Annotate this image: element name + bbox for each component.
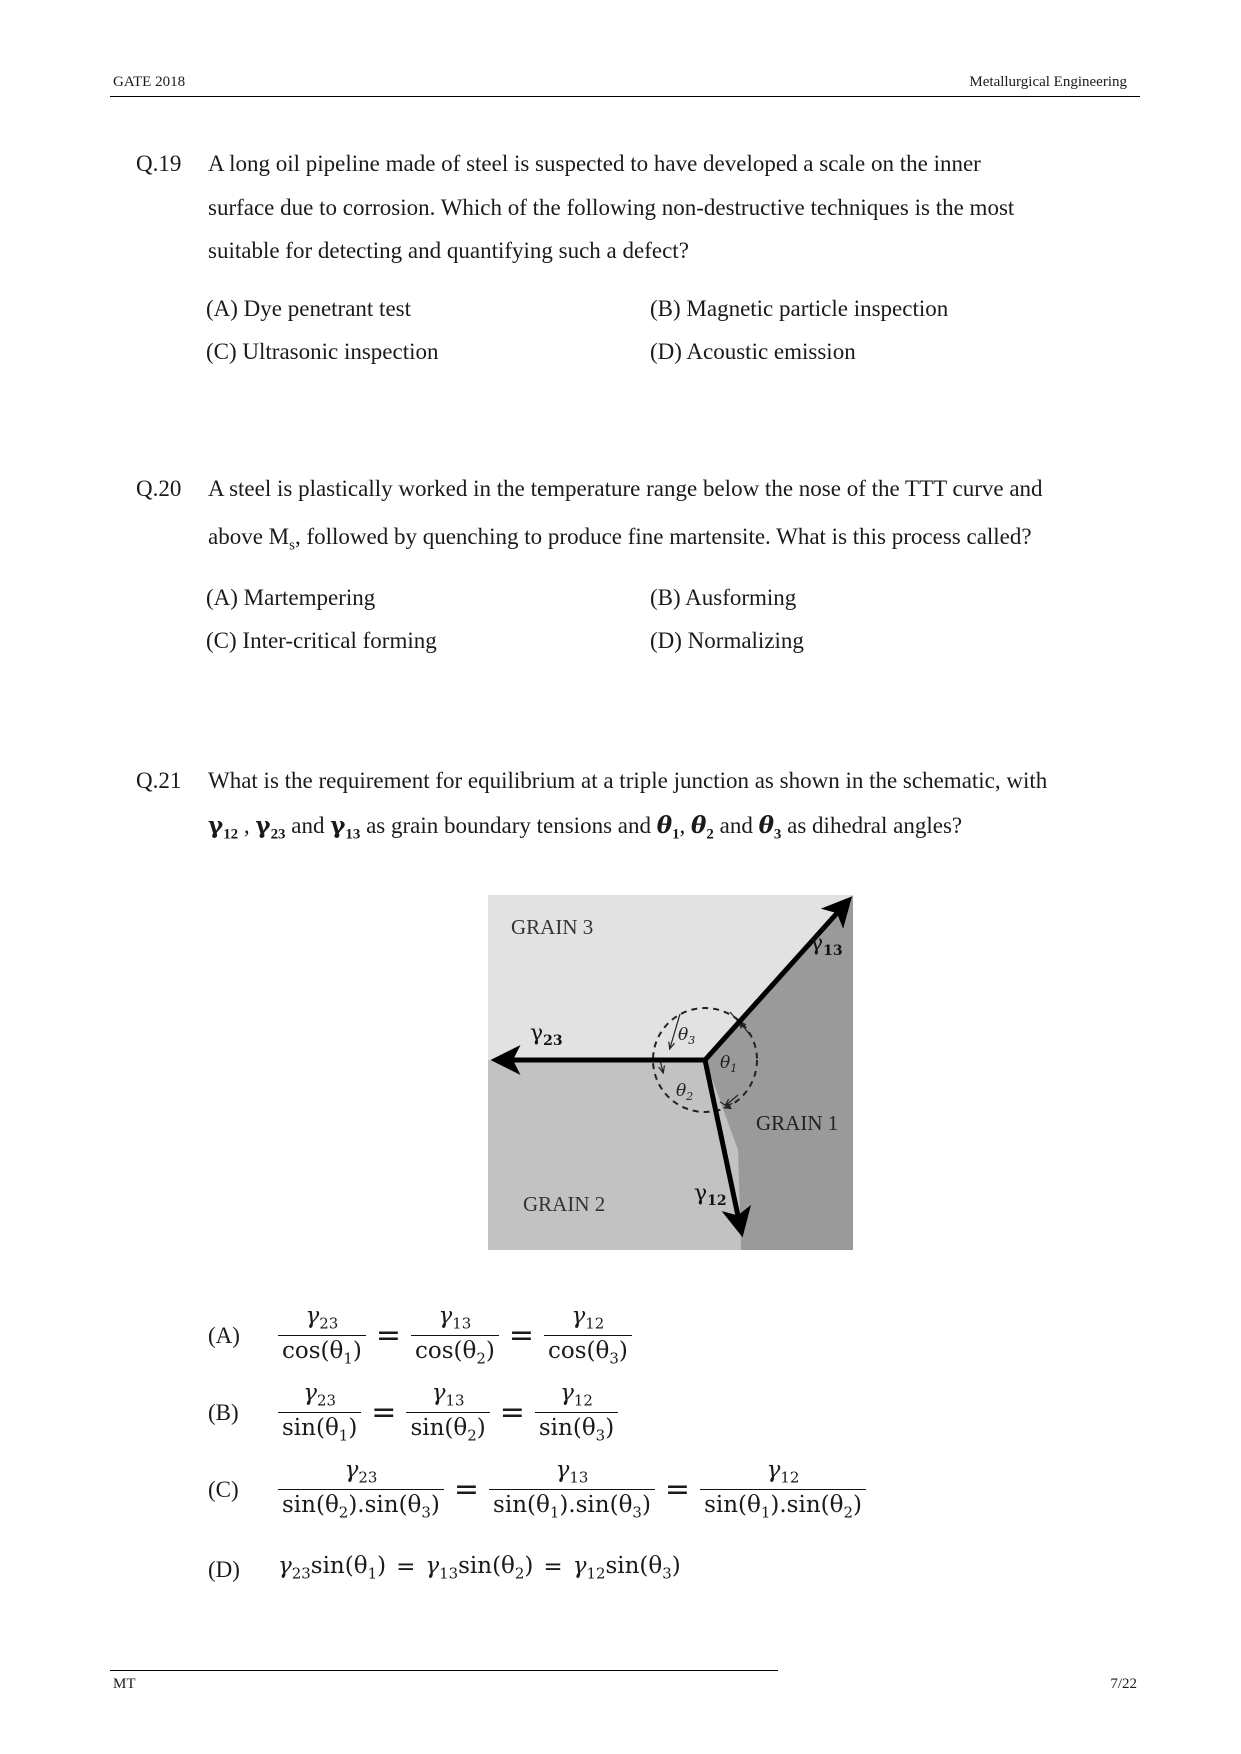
- q19-option-a: (A) Dye penetrant test: [206, 296, 412, 321]
- frac-den-close: ): [352, 1337, 362, 1364]
- frac-num-sub: 23: [358, 1468, 378, 1487]
- frac-den-close: ): [348, 1414, 358, 1441]
- question-20-line-1: A steel is plastically worked in the temperature range below the nose of the TTT curve and: [208, 476, 1043, 501]
- frac-num-sub: 13: [569, 1468, 589, 1487]
- equals-sign: =: [664, 1471, 691, 1507]
- frac-den-close: ): [641, 1491, 651, 1518]
- footer-page-number: 7/22: [1110, 1676, 1137, 1692]
- grain-1-label: GRAIN 1: [756, 1111, 839, 1135]
- gamma-23-label-symbol: γ: [530, 1021, 544, 1046]
- question-20-line-2: [208, 524, 1032, 555]
- d-sub: 13: [439, 1564, 459, 1583]
- frac-den-mid: ).sin(θ: [770, 1491, 844, 1518]
- header-divider: [110, 96, 1140, 97]
- fraction-b2: [406, 1380, 489, 1444]
- gamma-12-label-sub: 12: [707, 1193, 727, 1209]
- frac-den-close: ): [852, 1491, 862, 1518]
- q21-option-b-formula: [278, 1380, 618, 1444]
- fraction-a1: [278, 1303, 366, 1367]
- frac-den-text: sin(θ: [493, 1491, 550, 1518]
- theta-1-symbol: θ: [656, 812, 673, 839]
- theta-2-symbol: θ: [691, 812, 707, 839]
- frac-den-sub: 1: [549, 1503, 560, 1522]
- frac-num-gamma: γ: [438, 1303, 453, 1329]
- gamma-13-symbol: γ: [330, 812, 346, 839]
- theta-3-symbol: θ: [758, 812, 774, 839]
- frac-den-text: cos(θ: [415, 1337, 477, 1364]
- theta-3-label-sub: 3: [688, 1034, 696, 1047]
- frac-den-sub: 1: [760, 1503, 771, 1522]
- question-21-line-2: [208, 812, 962, 844]
- triple-junction-figure: [480, 890, 860, 1260]
- frac-den-sub: 3: [632, 1503, 642, 1522]
- q21-option-d-formula: [278, 1553, 681, 1583]
- gamma-13-sub: 13: [345, 826, 361, 843]
- d-close: ): [524, 1553, 534, 1579]
- footer-divider: [110, 1670, 778, 1671]
- frac-den-close: ): [618, 1337, 628, 1364]
- q21-end-text: as dihedral angles?: [781, 813, 963, 838]
- frac-num-gamma: γ: [560, 1380, 574, 1406]
- q21-separator: ,: [238, 813, 256, 838]
- q19-option-c: (C) Ultrasonic inspection: [206, 339, 439, 364]
- q21-and2: and: [713, 813, 759, 838]
- q20-subscript: s: [289, 537, 295, 554]
- frac-den-sub: 1: [343, 1349, 353, 1368]
- frac-den-sub: 2: [467, 1426, 477, 1445]
- theta-2-label-symbol: θ: [676, 1081, 687, 1101]
- equals-sign: =: [453, 1471, 480, 1507]
- frac-den-sub: 2: [476, 1349, 486, 1368]
- frac-den-text: cos(θ: [548, 1337, 610, 1364]
- theta-2-label-sub: 2: [686, 1090, 694, 1103]
- theta-1-label-symbol: θ: [720, 1053, 731, 1073]
- d-sub: 23: [291, 1564, 311, 1583]
- question-19-line-3: suitable for detecting and quantifying such a defect?: [208, 238, 689, 263]
- fraction-c1: [278, 1457, 444, 1521]
- q21-option-b-label: (B): [208, 1400, 239, 1425]
- d-close: ): [671, 1553, 681, 1579]
- d-sin: sin(θ: [310, 1553, 368, 1579]
- equals-sign: =: [396, 1554, 416, 1580]
- theta-3-sub: 3: [773, 826, 782, 843]
- frac-num-sub: 13: [452, 1314, 472, 1333]
- frac-den-text: sin(θ: [282, 1414, 339, 1441]
- gamma-12-sub: 12: [223, 826, 239, 843]
- frac-num-sub: 23: [317, 1391, 337, 1410]
- q20-option-b: (B) Ausforming: [650, 585, 797, 610]
- q21-mid-text: as grain boundary tensions and: [360, 813, 657, 838]
- equals-sign: =: [508, 1317, 534, 1353]
- grain-2-region: [488, 1060, 741, 1250]
- frac-den-sub: 3: [595, 1426, 606, 1445]
- d-sin: sin(θ: [458, 1553, 515, 1579]
- d-sin: sin(θ: [605, 1553, 663, 1579]
- q21-option-c-formula: [278, 1457, 866, 1521]
- question-19-line-1: A long oil pipeline made of steel is suspected to have developed a scale on the inner: [208, 151, 981, 176]
- q21-option-d-label: (D): [208, 1557, 240, 1582]
- header-subject: Metallurgical Engineering: [969, 74, 1127, 90]
- question-21-line-1: What is the requirement for equilibrium at a triple junction as shown in the schematic, with: [208, 768, 1048, 793]
- d-theta-sub: 3: [662, 1564, 672, 1583]
- frac-den-text: cos(θ: [282, 1337, 344, 1364]
- frac-den-sub: 3: [421, 1503, 431, 1522]
- theta-2-sub: 2: [706, 826, 714, 843]
- frac-den-text: sin(θ: [410, 1414, 468, 1441]
- theta-1-label-sub: 1: [730, 1062, 738, 1075]
- q20-option-c: (C) Inter-critical forming: [206, 628, 437, 653]
- q21-option-a-label: (A): [208, 1323, 240, 1348]
- q21-sep2: ,: [679, 813, 692, 838]
- grain-2-label: GRAIN 2: [523, 1192, 606, 1216]
- d-theta-sub: 1: [367, 1564, 378, 1583]
- d-gamma: γ: [572, 1553, 587, 1579]
- frac-num-gamma: γ: [555, 1457, 570, 1483]
- gamma-23-sub: 23: [270, 826, 286, 843]
- gamma-12-label-symbol: γ: [694, 1181, 708, 1206]
- d-close: ): [377, 1553, 387, 1579]
- frac-den-sub: 3: [609, 1349, 619, 1368]
- grain-3-label: GRAIN 3: [511, 915, 594, 939]
- fraction-a3: [544, 1303, 632, 1367]
- gamma-23-label-sub: 23: [543, 1033, 563, 1049]
- frac-den-close: ): [476, 1414, 486, 1441]
- theta-1-sub: 1: [672, 826, 680, 843]
- frac-num-gamma: γ: [344, 1457, 359, 1483]
- question-number-19: Q.19: [136, 151, 182, 176]
- frac-den-sub: 1: [338, 1426, 349, 1445]
- d-sub: 12: [586, 1564, 606, 1583]
- equals-sign: =: [375, 1317, 401, 1353]
- q21-and: and: [285, 813, 331, 838]
- fraction-c3: [700, 1457, 866, 1521]
- frac-num-sub: 23: [319, 1314, 339, 1333]
- q20-text-post: , followed by quenching to produce fine martensite. What is this process called?: [294, 524, 1032, 549]
- frac-den-close: ): [605, 1414, 615, 1441]
- theta-3-label-symbol: θ: [678, 1025, 689, 1045]
- equals-sign: =: [371, 1394, 397, 1430]
- gamma-12-symbol: γ: [208, 812, 224, 839]
- frac-num-sub: 12: [573, 1391, 593, 1410]
- q21-option-c-label: (C): [208, 1477, 239, 1502]
- fraction-a2: [411, 1303, 499, 1367]
- frac-den-sub: 2: [338, 1503, 349, 1522]
- d-gamma: γ: [278, 1553, 292, 1579]
- frac-num-gamma: γ: [305, 1303, 320, 1329]
- q20-option-d: (D) Normalizing: [650, 628, 804, 653]
- fraction-b1: [278, 1380, 361, 1444]
- gamma-13-label-symbol: γ: [810, 931, 824, 956]
- q19-option-b: (B) Magnetic particle inspection: [650, 296, 949, 321]
- frac-num-sub: 13: [445, 1391, 465, 1410]
- equals-sign: =: [543, 1554, 563, 1580]
- q21-option-a-formula: [278, 1303, 632, 1367]
- fraction-b3: [535, 1380, 618, 1444]
- question-19-line-2: surface due to corrosion. Which of the following non-destructive techniques is the most: [208, 195, 1015, 220]
- frac-den-mid: ).sin(θ: [559, 1491, 633, 1518]
- frac-den-text: sin(θ: [282, 1491, 339, 1518]
- frac-num-gamma: γ: [766, 1457, 781, 1483]
- header-exam-title: GATE 2018: [113, 74, 186, 90]
- d-theta-sub: 2: [514, 1564, 525, 1583]
- footer-paper-code: MT: [113, 1676, 136, 1692]
- fraction-c2: [489, 1457, 655, 1521]
- gamma-23-symbol: γ: [255, 812, 271, 839]
- question-number-20: Q.20: [136, 476, 182, 501]
- q20-option-a: (A) Martempering: [206, 585, 376, 610]
- frac-den-sub: 2: [843, 1503, 853, 1522]
- frac-num-gamma: γ: [431, 1380, 446, 1406]
- frac-num-sub: 12: [585, 1314, 605, 1333]
- question-number-21: Q.21: [136, 768, 182, 793]
- d-gamma: γ: [425, 1553, 440, 1579]
- frac-num-sub: 12: [780, 1468, 800, 1487]
- gamma-13-label-sub: 13: [823, 943, 843, 959]
- frac-den-text: sin(θ: [704, 1491, 761, 1518]
- frac-num-gamma: γ: [571, 1303, 586, 1329]
- frac-den-close: ): [485, 1337, 495, 1364]
- q20-text-pre: above M: [208, 524, 290, 549]
- frac-den-text: sin(θ: [538, 1414, 596, 1441]
- frac-den-close: ): [430, 1491, 440, 1518]
- frac-num-gamma: γ: [303, 1380, 318, 1406]
- q19-option-d: (D) Acoustic emission: [650, 339, 856, 364]
- frac-den-mid: ).sin(θ: [348, 1491, 422, 1518]
- equals-sign: =: [499, 1394, 525, 1430]
